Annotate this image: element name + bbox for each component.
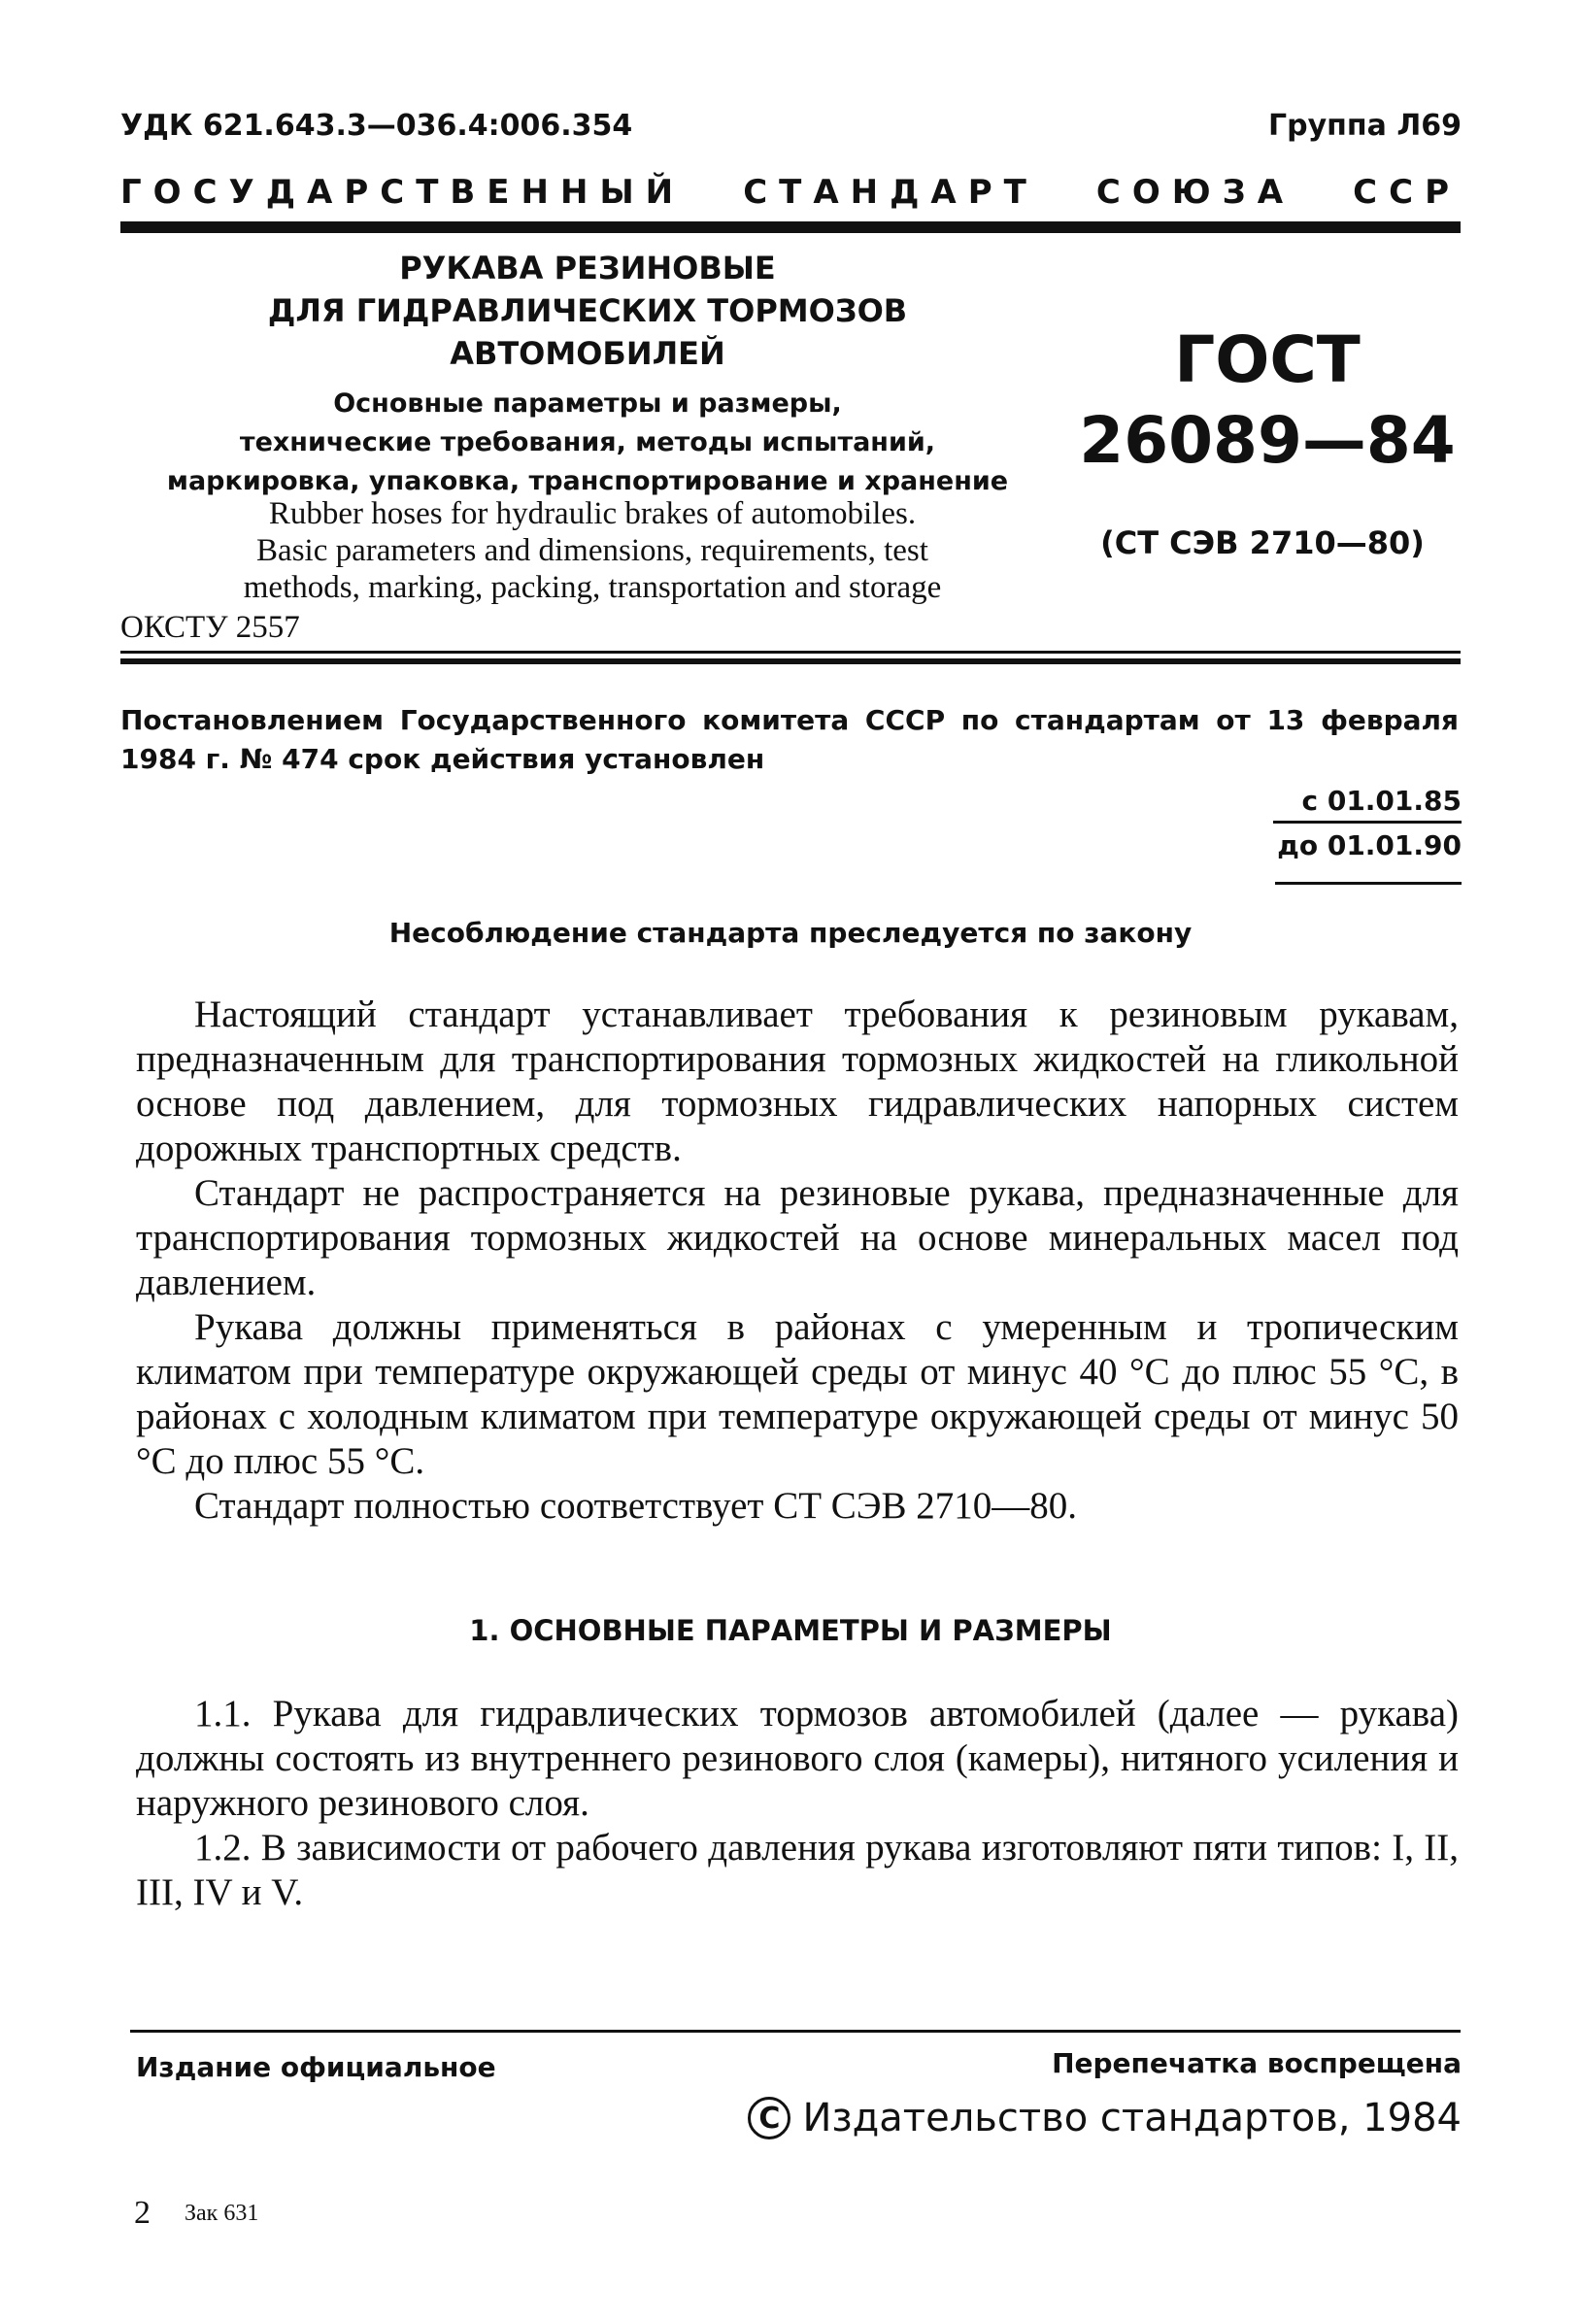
title-line-1: РУКАВА РЕЗИНОВЫЕ xyxy=(399,250,776,286)
publisher-name: Издательство стандартов, 1984 xyxy=(802,2096,1462,2140)
standard-title-block xyxy=(126,247,1049,501)
section-1-heading: 1. ОСНОВНЫЕ ПАРАМЕТРЫ И РАЗМЕРЫ xyxy=(469,1614,1112,1647)
title-line-2: ДЛЯ ГИДРАВЛИЧЕСКИХ ТОРМОЗОВ АВТОМОБИЛЕЙ xyxy=(267,292,908,372)
intro-paragraph-3: Рукава должны применяться в районах с умеренным и тропическим климатом при температуре окружающей среды от минус 40 °С до плюс 55 °С, в районах с холодным климатом при температуре окружающей среды от минус 50 °С до плюс 55 °С. xyxy=(136,1306,1459,1482)
english-line-1: Rubber hoses for hydraulic brakes of automobiles. xyxy=(268,496,917,531)
copyright-icon: C xyxy=(748,2097,790,2139)
intro-paragraph-2: Стандарт не распространяется на резиновые рукава, предназначенные для транспортирования тормозных жидкостей на основе минеральных масел под давлением. xyxy=(136,1172,1459,1303)
page-number: 2 xyxy=(134,2195,151,2231)
intro-paragraph-4: Стандарт полностью соответствует СТ СЭВ 2710—80. xyxy=(194,1485,1078,1527)
print-order: Зак 631 xyxy=(185,2201,259,2226)
valid-to: до 01.01.90 xyxy=(1273,821,1462,861)
gost-number: 26089—84 xyxy=(1079,403,1456,478)
decree-text: Постановлением Государственного комитета СССР по стандартам от 13 февраля 1984 г. № 474 срок действия установлен xyxy=(120,704,1459,775)
udk-code: УДК 621.643.3—036.4:006.354 xyxy=(120,109,633,143)
clause-1-1: 1.1. Рукава для гидравлических тормозов автомобилей (далее — рукава) должны состоять из внутреннего резинового слоя (камеры), нитяного усиления и наружного резинового слоя. xyxy=(136,1693,1459,1824)
title-rule-thin xyxy=(120,651,1461,654)
st-sev-reference: (СТ СЭВ 2710—80) xyxy=(1100,524,1425,561)
subtitle-line-3: маркировка, упаковка, транспортирование и хранение xyxy=(166,466,1009,496)
english-title xyxy=(146,495,1039,606)
reprint-notice: Перепечатка воспрещена xyxy=(1052,2047,1462,2079)
section-1-body xyxy=(136,1692,1459,1915)
english-line-2: Basic parameters and dimensions, requirements, test xyxy=(256,533,928,568)
title-rule-thick xyxy=(120,658,1461,664)
subtitle xyxy=(126,385,1049,501)
okstu-code: ОКСТУ 2557 xyxy=(120,610,300,645)
legal-warning: Несоблюдение стандарта преследуется по закону xyxy=(388,917,1193,949)
intro-paragraph-1: Настоящий стандарт устанавливает требования к резиновым рукавам, предназначенным для транспортирования тормозных жидкостей на гликольной основе под давлением, для тормозных гидравлических напорных систем дорожных транспортных средств. xyxy=(136,994,1459,1169)
publisher-line xyxy=(748,2096,1462,2140)
official-edition: Издание официальное xyxy=(136,2051,496,2083)
group-code: Группа Л69 xyxy=(1268,109,1462,143)
valid-from: с 01.01.85 xyxy=(1301,785,1462,817)
subtitle-line-2: технические требования, методы испытаний, xyxy=(239,427,936,457)
clause-1-2: 1.2. В зависимости от рабочего давления рукава изготовляют пяти типов: I, II, III, IV и V. xyxy=(136,1827,1459,1913)
validity-dates xyxy=(1273,785,1462,861)
date-underline xyxy=(1275,882,1462,885)
header-rule xyxy=(120,221,1461,233)
subtitle-line-1: Основные параметры и размеры, xyxy=(333,388,842,419)
gost-label: ГОСТ xyxy=(1174,322,1361,397)
introduction xyxy=(136,993,1459,1529)
english-line-3: methods, marking, packing, transportation and storage xyxy=(243,570,942,605)
state-standard-heading: ГОСУДАРСТВЕННЫЙ СТАНДАРТ СОЮЗА ССР xyxy=(120,173,1461,212)
footer-rule xyxy=(130,2030,1461,2033)
gost-designation xyxy=(1059,320,1476,482)
